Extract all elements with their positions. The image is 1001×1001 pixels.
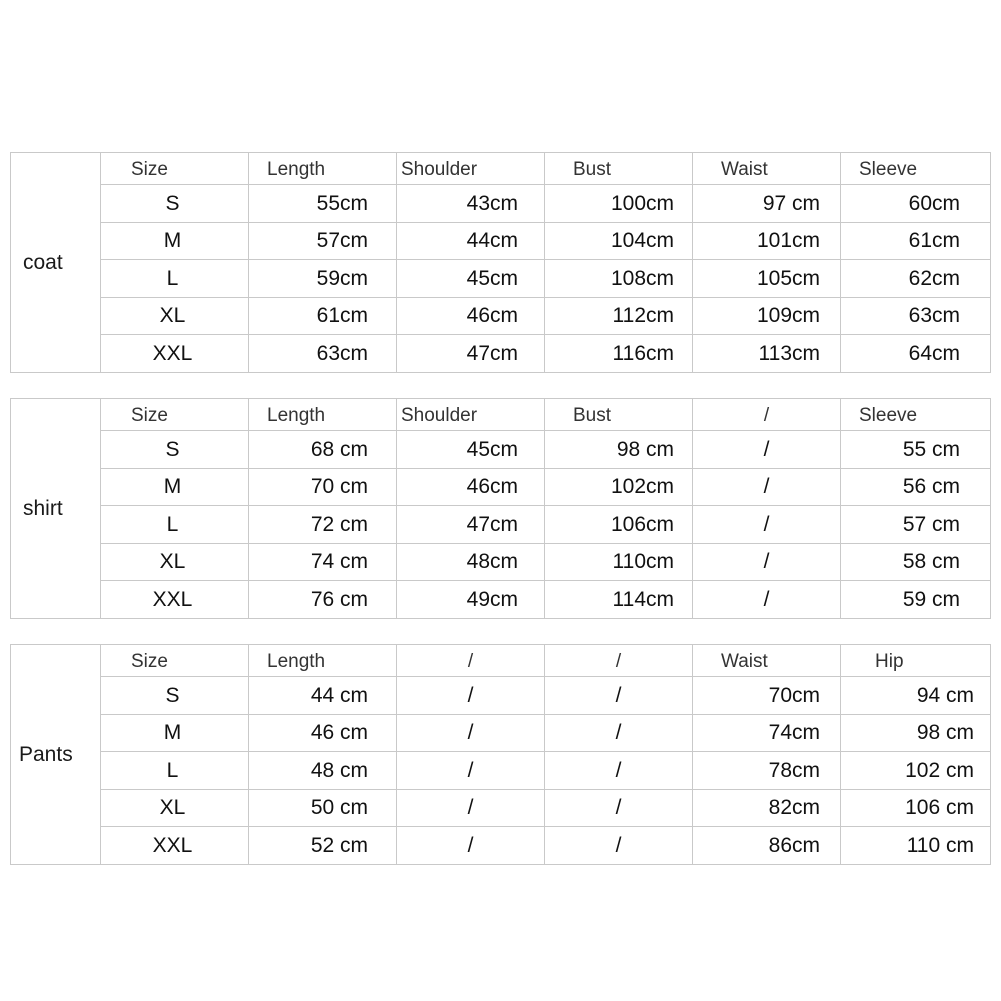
category-label-pants: Pants [11, 645, 101, 865]
value-cell: 55cm [249, 185, 397, 223]
size-cell: L [101, 260, 249, 298]
value-cell: 56 cm [841, 468, 991, 506]
value-cell: / [545, 789, 693, 827]
value-cell: 72 cm [249, 506, 397, 544]
size-cell: XXL [101, 827, 249, 865]
value-cell: 109cm [693, 297, 841, 335]
size-cell: S [101, 677, 249, 715]
header-sleeve: Sleeve [841, 399, 991, 431]
size-cell: M [101, 222, 249, 260]
value-cell: 102 cm [841, 752, 991, 790]
value-cell: 82cm [693, 789, 841, 827]
value-cell: 98 cm [545, 431, 693, 469]
header-empty-slash: / [397, 645, 545, 677]
table-row [11, 827, 991, 865]
table-row [11, 468, 991, 506]
header-sleeve: Sleeve [841, 153, 991, 185]
table-row [11, 543, 991, 581]
value-cell: / [693, 468, 841, 506]
value-cell: 48cm [397, 543, 545, 581]
value-cell: 114cm [545, 581, 693, 619]
header-empty-slash: / [693, 399, 841, 431]
table-row [11, 185, 991, 223]
shirt-size-table [10, 398, 991, 619]
header-empty-slash: / [545, 645, 693, 677]
value-cell: / [545, 827, 693, 865]
value-cell: 116cm [545, 335, 693, 373]
table-row [11, 431, 991, 469]
value-cell: 100cm [545, 185, 693, 223]
table-row [11, 222, 991, 260]
value-cell: 43cm [397, 185, 545, 223]
value-cell: 86cm [693, 827, 841, 865]
size-cell: L [101, 506, 249, 544]
table-row [11, 752, 991, 790]
value-cell: 108cm [545, 260, 693, 298]
size-cell: M [101, 714, 249, 752]
value-cell: 105cm [693, 260, 841, 298]
value-cell: 47cm [397, 506, 545, 544]
value-cell: 101cm [693, 222, 841, 260]
value-cell: / [397, 752, 545, 790]
header-bust: Bust [545, 153, 693, 185]
value-cell: 57cm [249, 222, 397, 260]
value-cell: 44 cm [249, 677, 397, 715]
value-cell: 110 cm [841, 827, 991, 865]
size-cell: XL [101, 789, 249, 827]
header-size: Size [101, 153, 249, 185]
value-cell: 63cm [249, 335, 397, 373]
value-cell: / [693, 506, 841, 544]
table-row [11, 506, 991, 544]
value-cell: 106 cm [841, 789, 991, 827]
value-cell: / [397, 714, 545, 752]
value-cell: 58 cm [841, 543, 991, 581]
table-row [11, 581, 991, 619]
value-cell: 110cm [545, 543, 693, 581]
value-cell: / [545, 677, 693, 715]
header-shoulder: Shoulder [397, 153, 545, 185]
header-size: Size [101, 399, 249, 431]
value-cell: 106cm [545, 506, 693, 544]
value-cell: 94 cm [841, 677, 991, 715]
category-label-shirt: shirt [11, 399, 101, 619]
value-cell: 74 cm [249, 543, 397, 581]
value-cell: / [397, 827, 545, 865]
value-cell: 61cm [249, 297, 397, 335]
table-row [11, 297, 991, 335]
value-cell: 47cm [397, 335, 545, 373]
value-cell: 50 cm [249, 789, 397, 827]
size-cell: XXL [101, 581, 249, 619]
value-cell: / [693, 543, 841, 581]
value-cell: 113cm [693, 335, 841, 373]
table-row [11, 789, 991, 827]
value-cell: 104cm [545, 222, 693, 260]
value-cell: 45cm [397, 431, 545, 469]
header-length: Length [249, 645, 397, 677]
table-header-row [11, 645, 991, 677]
value-cell: / [693, 581, 841, 619]
size-cell: L [101, 752, 249, 790]
value-cell: 49cm [397, 581, 545, 619]
table-row [11, 677, 991, 715]
value-cell: 70cm [693, 677, 841, 715]
header-bust: Bust [545, 399, 693, 431]
value-cell: 45cm [397, 260, 545, 298]
header-hip: Hip [841, 645, 991, 677]
value-cell: 76 cm [249, 581, 397, 619]
value-cell: / [545, 714, 693, 752]
size-cell: XL [101, 543, 249, 581]
value-cell: / [397, 789, 545, 827]
value-cell: 62cm [841, 260, 991, 298]
value-cell: 64cm [841, 335, 991, 373]
header-shoulder: Shoulder [397, 399, 545, 431]
table-header-row [11, 399, 991, 431]
value-cell: 78cm [693, 752, 841, 790]
value-cell: 68 cm [249, 431, 397, 469]
header-waist: Waist [693, 645, 841, 677]
value-cell: / [545, 752, 693, 790]
value-cell: 70 cm [249, 468, 397, 506]
value-cell: 57 cm [841, 506, 991, 544]
header-size: Size [101, 645, 249, 677]
coat-size-table [10, 152, 991, 373]
header-length: Length [249, 153, 397, 185]
size-cell: S [101, 431, 249, 469]
value-cell: 74cm [693, 714, 841, 752]
table-row [11, 335, 991, 373]
value-cell: 97 cm [693, 185, 841, 223]
value-cell: 61cm [841, 222, 991, 260]
value-cell: 46 cm [249, 714, 397, 752]
value-cell: 59 cm [841, 581, 991, 619]
value-cell: 52 cm [249, 827, 397, 865]
value-cell: 46cm [397, 297, 545, 335]
size-cell: XXL [101, 335, 249, 373]
value-cell: 55 cm [841, 431, 991, 469]
value-cell: 102cm [545, 468, 693, 506]
value-cell: 60cm [841, 185, 991, 223]
value-cell: 112cm [545, 297, 693, 335]
size-cell: XL [101, 297, 249, 335]
pants-size-table [10, 644, 991, 865]
value-cell: 98 cm [841, 714, 991, 752]
value-cell: 48 cm [249, 752, 397, 790]
value-cell: / [693, 431, 841, 469]
table-row [11, 260, 991, 298]
category-label-coat: coat [11, 153, 101, 373]
header-waist: Waist [693, 153, 841, 185]
header-length: Length [249, 399, 397, 431]
table-row [11, 714, 991, 752]
size-cell: M [101, 468, 249, 506]
value-cell: 63cm [841, 297, 991, 335]
value-cell: 46cm [397, 468, 545, 506]
size-cell: S [101, 185, 249, 223]
value-cell: 44cm [397, 222, 545, 260]
value-cell: / [397, 677, 545, 715]
value-cell: 59cm [249, 260, 397, 298]
table-header-row [11, 153, 991, 185]
